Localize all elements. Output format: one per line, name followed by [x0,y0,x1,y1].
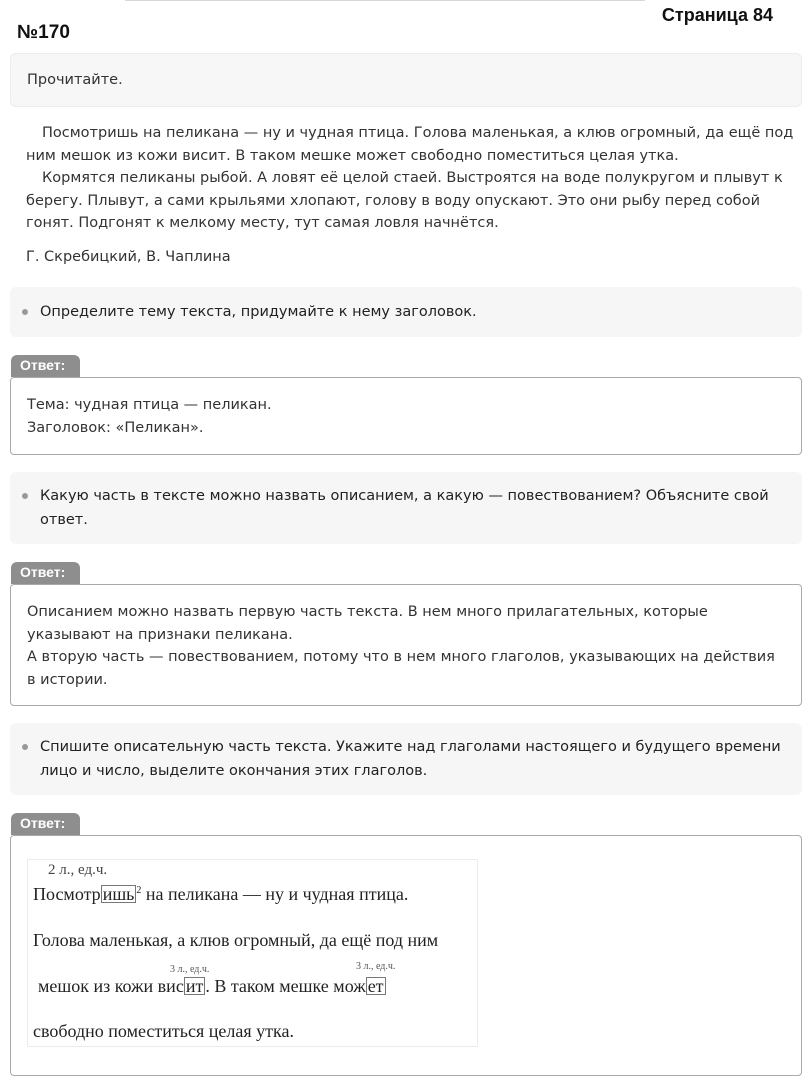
answer-line: А вторую часть — повествованием, потому что в нем много глаголов, указывающих на действия в истории. [27,649,775,688]
verb-ending: ишь [102,884,135,904]
instruction-text: Прочитайте. [27,72,123,88]
passage-paragraph: Посмотришь на пеликана — ну и чудная птица. Голова маленькая, а клюв огромный, да ещё под ним мешок из кожи висит. В таком мешке может свободно поместиться целая утка. [26,125,794,164]
handwritten-answer-image [27,859,478,1047]
handwritten-line: мешок из кожи вис ит . В таком мешке мож ет [38,976,384,996]
top-divider [125,0,645,1]
answer-label: Ответ: [11,562,80,584]
instruction-box [10,53,802,107]
page-label: Страница 84 [661,5,773,25]
question-text: Какую часть в тексте можно назвать описанием, а какую — повествованием? Объясните свой ответ. [40,488,769,528]
task-number: №170 [17,22,70,43]
grammar-note: 2 л., ед.ч. [48,862,108,878]
question-box-2 [10,472,802,544]
reading-passage [26,122,796,235]
question-box-3 [10,723,802,795]
question-box-1 [10,287,802,337]
handwritten-line: свободно поместиться целая утка. [33,1021,294,1041]
answer-label: Ответ: [11,813,80,835]
answer-text [27,394,785,439]
verb-ending: ет [367,976,384,996]
handwritten-line: Посмотр ишь $^2$ на пеликана — ну и чудная птица. [33,884,409,904]
answer-box-2 [10,584,802,706]
answer-text [27,601,785,691]
passage-paragraph: Кормятся пеликаны рыбой. А ловят её целой стаей. Выстроятся на воде полукругом и плывут к берегу. Плывут, а сами крыльями хлопают, голову в воду опускают. Это они рыбу перед собой гонят. Подгонят к мелкому месту, тут самая ловля начнётся. [26,170,783,231]
grammar-note: 3 л., ед.ч. [356,961,396,972]
handwritten-line: Голова маленькая, а клюв огромный, да ещё под ним [33,930,439,950]
verb-ending: ит [185,976,204,996]
answer-box-1 [10,377,802,455]
bullet-icon [22,309,28,315]
answer-line: Заголовок: «Пеликан». [27,419,204,436]
bullet-icon [22,744,28,750]
bullet-icon [22,493,28,499]
question-text: Спишите описательную часть текста. Укажите над глаголами настоящего и будущего времени лицо и число, выделите окончания этих глаголов. [40,739,781,779]
answer-label: Ответ: [11,355,80,377]
question-text: Определите тему текста, придумайте к нему заголовок. [40,304,477,320]
answer-line: Тема: чудная птица — пеликан. [27,397,272,413]
passage-author: Г. Скребицкий, В. Чаплина [26,249,231,265]
grammar-note: 3 л., ед.ч. [170,964,210,975]
answer-line: Описанием можно назвать первую часть текста. В нем много прилагательных, которые указывают на признаки пеликана. [27,604,708,643]
